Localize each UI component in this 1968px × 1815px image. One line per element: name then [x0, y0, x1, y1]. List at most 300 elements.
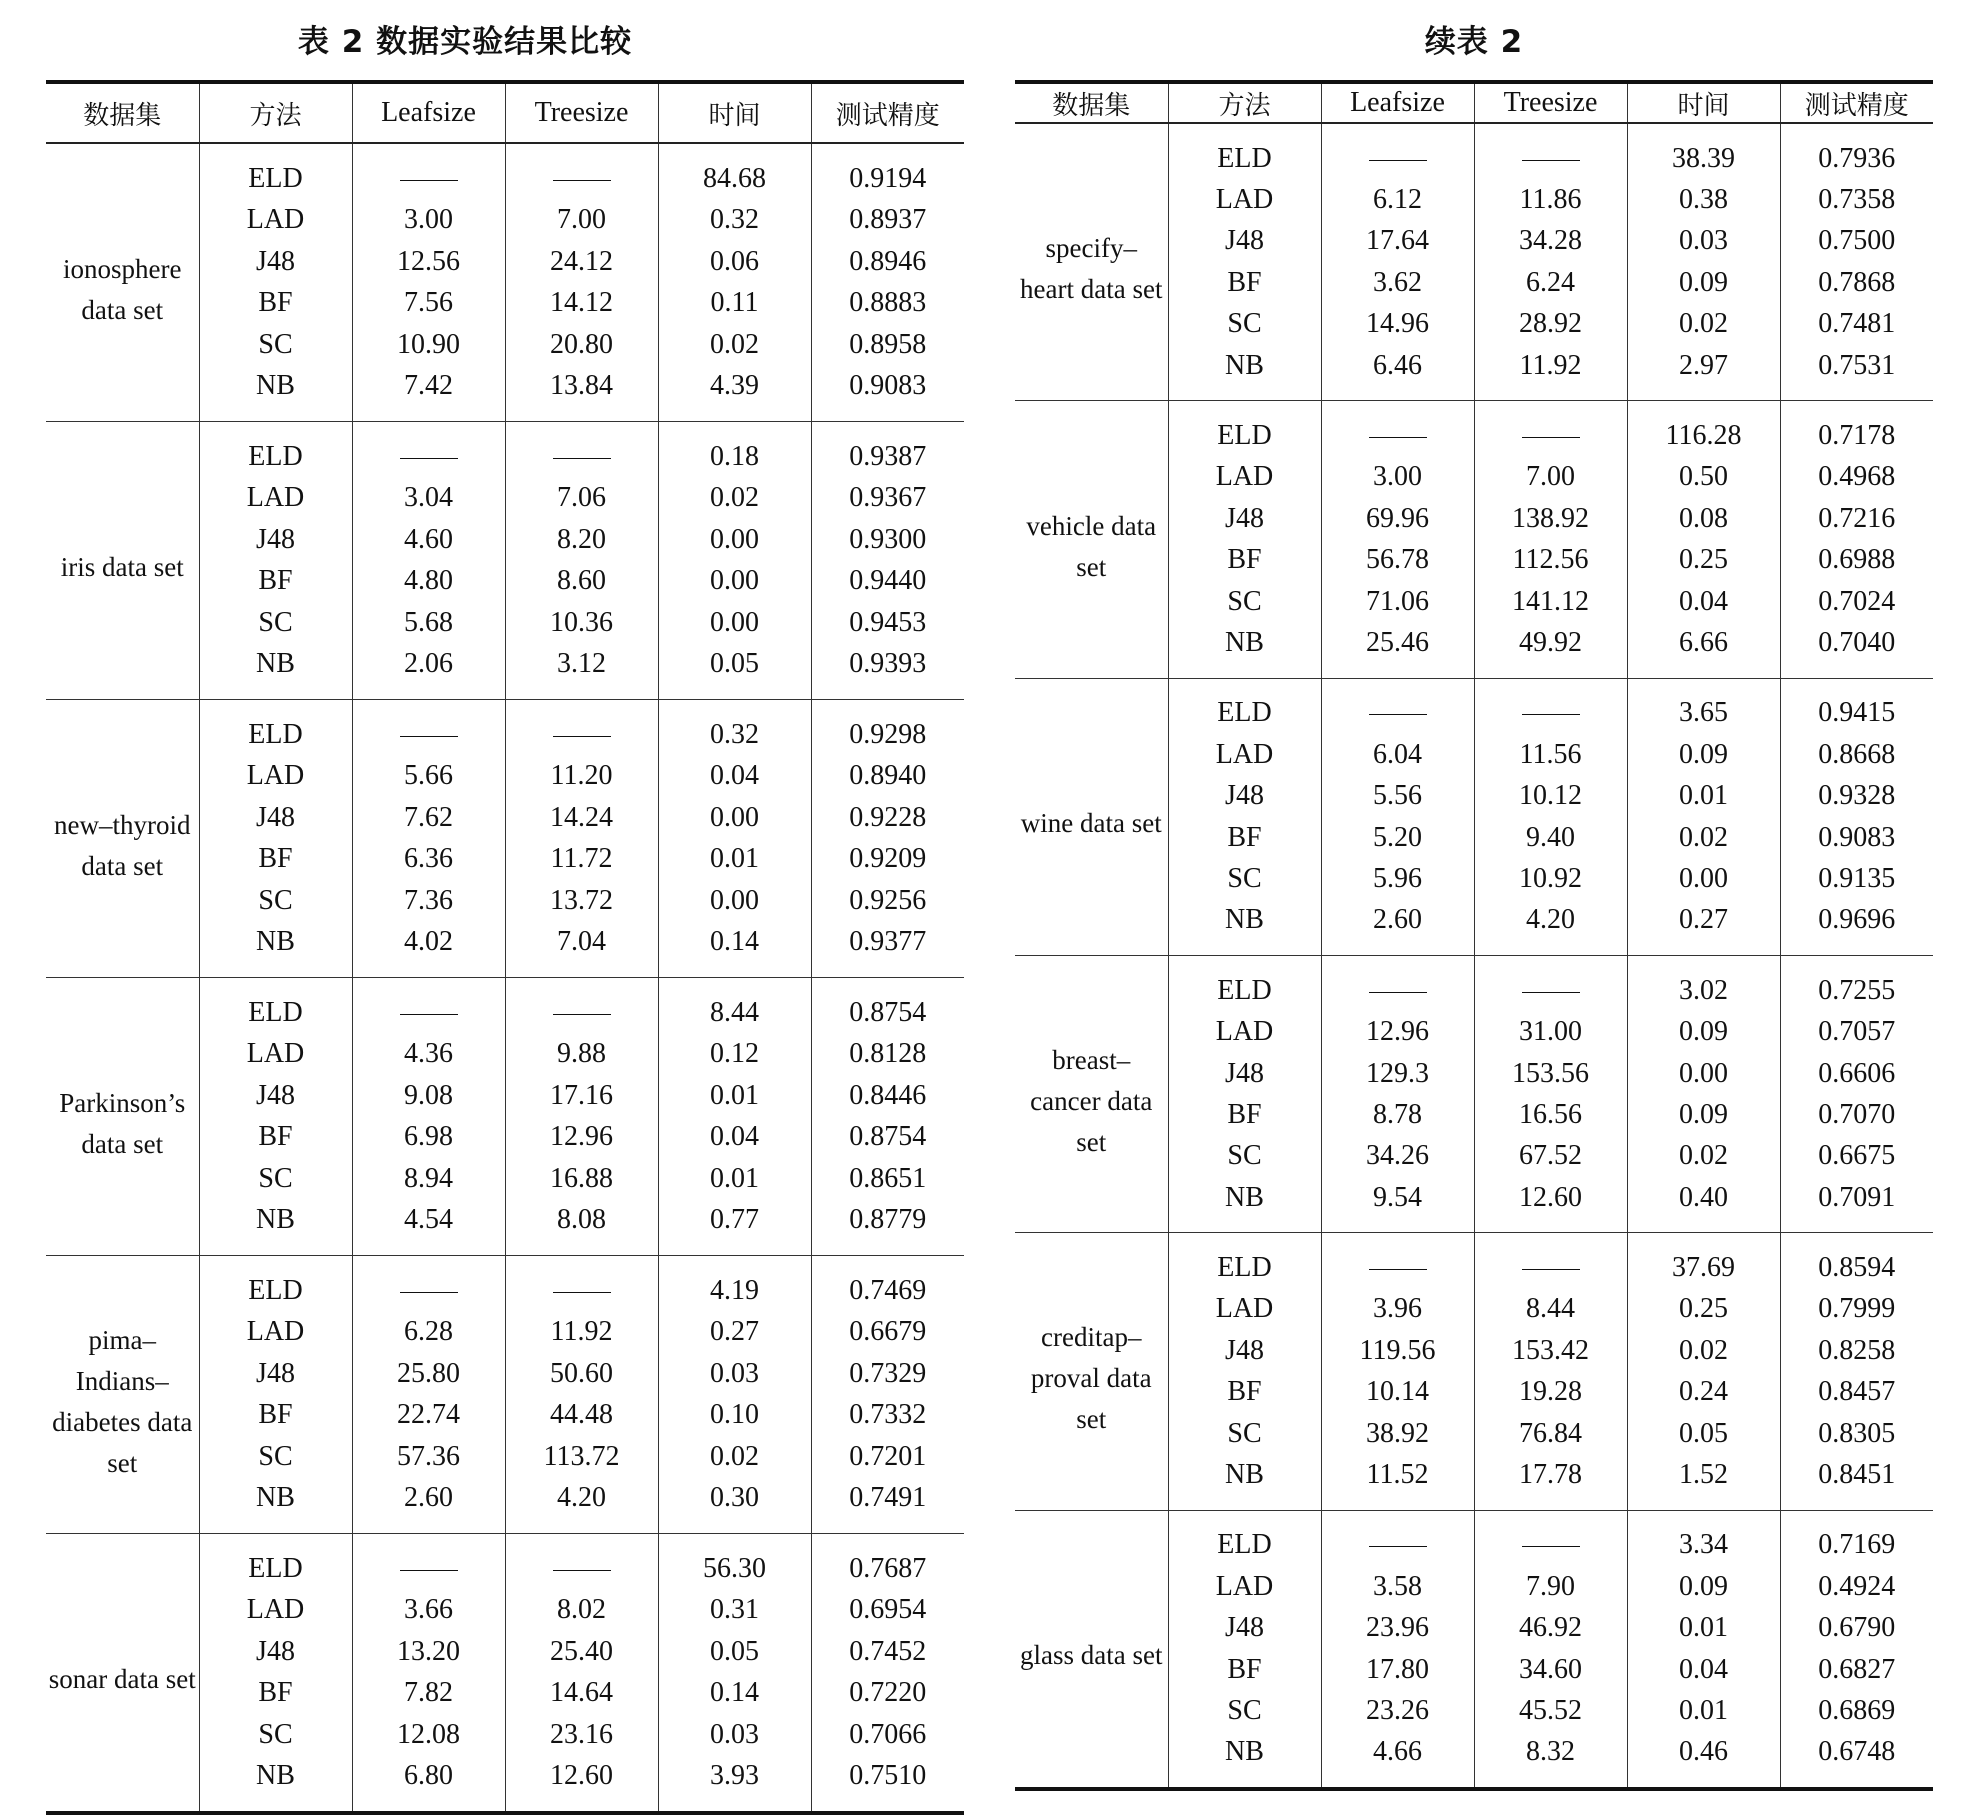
accuracy-cell: 0.8457 [1818, 1376, 1896, 1408]
accuracy-cell: 0.7220 [849, 1677, 927, 1709]
leafsize-cell: 25.46 [1321, 622, 1474, 678]
accuracy-cell: 0.9393 [849, 648, 927, 680]
treesize-cell: 141.12 [1474, 581, 1627, 622]
header-accuracy: 测试精度 [811, 82, 964, 143]
leafsize-cell [1321, 1233, 1474, 1289]
method-cell: ELD [1168, 401, 1321, 457]
accuracy-cell: 0.8883 [849, 287, 927, 319]
leafsize-cell: 5.20 [1321, 817, 1474, 858]
dataset-name-cell: glass data set [1015, 1510, 1168, 1789]
accuracy-cell: 0.7358 [1818, 184, 1896, 216]
dash-placeholder [1522, 160, 1580, 161]
time-cell: 0.01 [1627, 1690, 1780, 1731]
treesize-cell: 153.42 [1474, 1330, 1627, 1371]
accuracy-cell: 0.7057 [1818, 1016, 1896, 1048]
accuracy-cell: 0.6827 [1818, 1653, 1896, 1685]
leafsize-cell [1321, 123, 1474, 179]
method-cell: NB [1168, 1177, 1321, 1233]
dash-placeholder [1522, 1546, 1580, 1547]
dataset-name-cell: creditap– proval data set [1015, 1233, 1168, 1510]
method-cell: LAD [199, 1034, 352, 1076]
treesize-cell: 11.92 [1474, 345, 1627, 401]
table-row [46, 422, 964, 478]
time-cell: 116.28 [1627, 401, 1780, 457]
dash-placeholder [400, 736, 458, 737]
table-row [1015, 1233, 1933, 1289]
dash-placeholder [553, 736, 611, 737]
accuracy-cell: 0.7332 [849, 1399, 927, 1431]
accuracy-cell: 0.7687 [849, 1552, 927, 1584]
accuracy-cell: 0.8258 [1818, 1334, 1896, 1366]
dataset-name-cell: specify– heart data set [1015, 123, 1168, 401]
treesize-cell [505, 422, 658, 478]
leafsize-cell: 9.08 [352, 1075, 505, 1117]
treesize-cell: 153.56 [1474, 1053, 1627, 1094]
method-cell: J48 [1168, 498, 1321, 539]
leafsize-cell: 3.58 [1321, 1566, 1474, 1607]
method-cell: NB [199, 644, 352, 700]
time-cell: 0.14 [658, 922, 811, 978]
leafsize-cell: 9.54 [1321, 1177, 1474, 1233]
treesize-cell: 12.96 [505, 1117, 658, 1159]
dash-placeholder [400, 458, 458, 459]
leafsize-cell: 69.96 [1321, 498, 1474, 539]
dash-placeholder [1369, 437, 1427, 438]
leafsize-cell: 3.00 [352, 200, 505, 242]
accuracy-cell: 0.7452 [849, 1635, 927, 1667]
method-cell: LAD [1168, 457, 1321, 498]
treesize-cell: 7.00 [1474, 457, 1627, 498]
method-cell: BF [1168, 540, 1321, 581]
time-cell: 0.01 [658, 1158, 811, 1200]
method-cell: SC [199, 880, 352, 922]
time-cell: 0.25 [1627, 1289, 1780, 1330]
method-cell: SC [199, 1158, 352, 1200]
treesize-cell: 8.20 [505, 519, 658, 561]
accuracy-cell: 0.6748 [1818, 1736, 1896, 1768]
leafsize-cell: 6.36 [352, 839, 505, 881]
accuracy-cell: 0.8446 [849, 1079, 927, 1111]
left-table-caption: 表 2 数据实验结果比较 [297, 24, 633, 60]
treesize-cell: 7.00 [505, 200, 658, 242]
treesize-cell: 17.78 [1474, 1454, 1627, 1510]
method-cell: BF [199, 839, 352, 881]
method-cell: NB [199, 1478, 352, 1534]
method-cell: SC [199, 324, 352, 366]
time-cell: 0.01 [1627, 1608, 1780, 1649]
leafsize-cell: 4.66 [1321, 1732, 1474, 1789]
accuracy-cell: 0.9387 [849, 440, 927, 472]
table-row [1015, 401, 1933, 457]
method-cell: NB [199, 1756, 352, 1814]
method-cell: SC [199, 1714, 352, 1756]
dash-placeholder [400, 1292, 458, 1293]
time-cell: 0.01 [1627, 775, 1780, 816]
method-cell: LAD [1168, 1011, 1321, 1052]
accuracy-cell: 0.9256 [849, 884, 927, 916]
time-cell: 0.50 [1627, 457, 1780, 498]
time-cell: 0.12 [658, 1034, 811, 1076]
accuracy-cell: 0.8946 [849, 245, 927, 277]
accuracy-cell: 0.9367 [849, 482, 927, 514]
table-row [1015, 1510, 1933, 1566]
dash-placeholder [400, 180, 458, 181]
method-cell: ELD [1168, 956, 1321, 1012]
header-row [1015, 82, 1933, 123]
leafsize-cell: 4.36 [352, 1034, 505, 1076]
accuracy-cell: 0.7040 [1818, 626, 1896, 658]
dash-placeholder [1369, 1269, 1427, 1270]
accuracy-cell: 0.9194 [849, 162, 927, 194]
leafsize-cell [1321, 401, 1474, 457]
header-accuracy: 测试精度 [1780, 82, 1933, 123]
leafsize-cell [1321, 1510, 1474, 1566]
method-cell: SC [199, 602, 352, 644]
time-cell: 0.30 [658, 1478, 811, 1534]
accuracy-cell: 0.8305 [1818, 1417, 1896, 1449]
time-cell: 0.09 [1627, 1094, 1780, 1135]
treesize-cell [1474, 123, 1627, 179]
accuracy-cell: 0.7531 [1818, 349, 1896, 381]
leafsize-cell: 22.74 [352, 1395, 505, 1437]
time-cell: 3.02 [1627, 956, 1780, 1012]
treesize-cell [1474, 401, 1627, 457]
time-cell: 4.19 [658, 1256, 811, 1312]
treesize-cell: 25.40 [505, 1631, 658, 1673]
dash-placeholder [553, 1570, 611, 1571]
method-cell: J48 [199, 1631, 352, 1673]
time-cell: 0.01 [658, 1075, 811, 1117]
leafsize-cell: 2.60 [1321, 900, 1474, 956]
time-cell: 0.02 [658, 478, 811, 520]
leafsize-cell: 8.94 [352, 1158, 505, 1200]
leafsize-cell [352, 422, 505, 478]
accuracy-cell: 0.9298 [849, 718, 927, 750]
time-cell: 0.00 [658, 797, 811, 839]
leafsize-cell: 6.12 [1321, 179, 1474, 220]
treesize-cell: 7.90 [1474, 1566, 1627, 1607]
time-cell: 0.02 [658, 1436, 811, 1478]
leafsize-cell: 11.52 [1321, 1454, 1474, 1510]
method-cell: J48 [199, 241, 352, 283]
header-treesize: Treesize [505, 82, 658, 143]
accuracy-cell: 0.4968 [1818, 461, 1896, 493]
time-cell: 0.32 [658, 700, 811, 756]
dash-placeholder [400, 1014, 458, 1015]
accuracy-cell: 0.8754 [849, 1121, 927, 1153]
time-cell: 4.39 [658, 366, 811, 422]
method-cell: LAD [1168, 734, 1321, 775]
time-cell: 37.69 [1627, 1233, 1780, 1289]
treesize-cell [505, 700, 658, 756]
method-cell: NB [1168, 345, 1321, 401]
time-cell: 0.77 [658, 1200, 811, 1256]
accuracy-cell: 0.7091 [1818, 1181, 1896, 1213]
dataset-name-cell: breast– cancer data set [1015, 956, 1168, 1233]
leafsize-cell: 4.80 [352, 561, 505, 603]
accuracy-cell: 0.9209 [849, 843, 927, 875]
method-cell: J48 [1168, 1608, 1321, 1649]
leafsize-cell: 25.80 [352, 1353, 505, 1395]
time-cell: 0.32 [658, 200, 811, 242]
leafsize-cell: 6.46 [1321, 345, 1474, 401]
time-cell: 0.02 [1627, 1136, 1780, 1177]
dataset-name-cell: iris data set [46, 422, 199, 700]
method-cell: J48 [199, 797, 352, 839]
left-results-table [46, 80, 964, 1815]
method-cell: SC [1168, 581, 1321, 622]
header-row [46, 82, 964, 143]
accuracy-cell: 0.7070 [1818, 1098, 1896, 1130]
accuracy-cell: 0.7500 [1818, 225, 1896, 257]
treesize-cell: 6.24 [1474, 262, 1627, 303]
leafsize-cell: 119.56 [1321, 1330, 1474, 1371]
treesize-cell: 17.16 [505, 1075, 658, 1117]
treesize-cell: 34.28 [1474, 221, 1627, 262]
treesize-cell: 14.12 [505, 283, 658, 325]
dash-placeholder [1369, 714, 1427, 715]
leafsize-cell [1321, 678, 1474, 734]
leafsize-cell: 13.20 [352, 1631, 505, 1673]
accuracy-cell: 0.6869 [1818, 1694, 1896, 1726]
leafsize-cell: 12.08 [352, 1714, 505, 1756]
leafsize-cell: 7.36 [352, 880, 505, 922]
treesize-cell: 13.72 [505, 880, 658, 922]
treesize-cell: 138.92 [1474, 498, 1627, 539]
leafsize-cell: 5.96 [1321, 858, 1474, 899]
method-cell: ELD [1168, 678, 1321, 734]
header-leafsize: Leafsize [352, 82, 505, 143]
treesize-cell: 8.08 [505, 1200, 658, 1256]
leafsize-cell [352, 1534, 505, 1590]
dataset-group [46, 700, 964, 978]
dataset-group [46, 1256, 964, 1534]
method-cell: J48 [199, 1353, 352, 1395]
time-cell: 0.14 [658, 1673, 811, 1715]
leafsize-cell: 14.96 [1321, 304, 1474, 345]
time-cell: 0.25 [1627, 540, 1780, 581]
time-cell: 0.09 [1627, 734, 1780, 775]
treesize-cell: 19.28 [1474, 1372, 1627, 1413]
time-cell: 0.02 [1627, 817, 1780, 858]
method-cell: ELD [199, 978, 352, 1034]
accuracy-cell: 0.7066 [849, 1718, 927, 1750]
treesize-cell: 9.40 [1474, 817, 1627, 858]
method-cell: LAD [1168, 1566, 1321, 1607]
right-results-table [1015, 80, 1933, 1791]
accuracy-cell: 0.9135 [1818, 862, 1896, 894]
leafsize-cell: 56.78 [1321, 540, 1474, 581]
treesize-cell [1474, 1510, 1627, 1566]
leafsize-cell: 6.28 [352, 1312, 505, 1354]
method-cell: SC [1168, 304, 1321, 345]
time-cell: 0.10 [658, 1395, 811, 1437]
dash-placeholder [553, 1014, 611, 1015]
method-cell: LAD [1168, 1289, 1321, 1330]
leafsize-cell: 10.90 [352, 324, 505, 366]
treesize-cell: 13.84 [505, 366, 658, 422]
accuracy-cell: 0.8940 [849, 760, 927, 792]
method-cell: J48 [1168, 221, 1321, 262]
accuracy-cell: 0.7024 [1818, 585, 1896, 617]
treesize-cell [505, 978, 658, 1034]
leafsize-cell: 23.96 [1321, 1608, 1474, 1649]
time-cell: 0.08 [1627, 498, 1780, 539]
method-cell: BF [199, 561, 352, 603]
leafsize-cell: 57.36 [352, 1436, 505, 1478]
treesize-cell: 8.02 [505, 1590, 658, 1632]
treesize-cell [505, 1534, 658, 1590]
accuracy-cell: 0.6954 [849, 1594, 927, 1626]
accuracy-cell: 0.8128 [849, 1038, 927, 1070]
time-cell: 0.18 [658, 422, 811, 478]
treesize-cell [1474, 1233, 1627, 1289]
time-cell: 0.46 [1627, 1732, 1780, 1789]
accuracy-cell: 0.8594 [1818, 1252, 1896, 1284]
accuracy-cell: 0.8779 [849, 1204, 927, 1236]
leafsize-cell: 2.06 [352, 644, 505, 700]
leafsize-cell: 4.60 [352, 519, 505, 561]
method-cell: ELD [199, 1256, 352, 1312]
treesize-cell [1474, 956, 1627, 1012]
treesize-cell: 44.48 [505, 1395, 658, 1437]
treesize-cell: 14.64 [505, 1673, 658, 1715]
treesize-cell: 76.84 [1474, 1413, 1627, 1454]
dataset-name-cell: vehicle data set [1015, 401, 1168, 678]
treesize-cell: 113.72 [505, 1436, 658, 1478]
treesize-cell: 4.20 [505, 1478, 658, 1534]
dataset-group [46, 1534, 964, 1814]
dataset-group [1015, 678, 1933, 955]
time-cell: 0.02 [1627, 1330, 1780, 1371]
time-cell: 0.24 [1627, 1372, 1780, 1413]
treesize-cell: 8.44 [1474, 1289, 1627, 1330]
method-cell: NB [1168, 1454, 1321, 1510]
treesize-cell: 16.56 [1474, 1094, 1627, 1135]
method-cell: NB [1168, 900, 1321, 956]
treesize-cell: 9.88 [505, 1034, 658, 1076]
leafsize-cell: 10.14 [1321, 1372, 1474, 1413]
leafsize-cell: 6.98 [352, 1117, 505, 1159]
leafsize-cell: 12.96 [1321, 1011, 1474, 1052]
time-cell: 1.52 [1627, 1454, 1780, 1510]
leafsize-cell: 6.04 [1321, 734, 1474, 775]
dataset-group [46, 422, 964, 700]
method-cell: BF [1168, 817, 1321, 858]
accuracy-cell: 0.6606 [1818, 1057, 1896, 1089]
right-table-caption: 续表 2 [1424, 24, 1524, 60]
method-cell: BF [1168, 1649, 1321, 1690]
dash-placeholder [1522, 992, 1580, 993]
treesize-cell: 34.60 [1474, 1649, 1627, 1690]
time-cell: 0.00 [658, 561, 811, 603]
accuracy-cell: 0.7999 [1818, 1293, 1896, 1325]
accuracy-cell: 0.7329 [849, 1357, 927, 1389]
leafsize-cell: 34.26 [1321, 1136, 1474, 1177]
dash-placeholder [1369, 992, 1427, 993]
treesize-cell: 28.92 [1474, 304, 1627, 345]
time-cell: 0.31 [658, 1590, 811, 1632]
treesize-cell: 49.92 [1474, 622, 1627, 678]
leafsize-cell: 3.04 [352, 478, 505, 520]
table-row [1015, 956, 1933, 1012]
time-cell: 8.44 [658, 978, 811, 1034]
treesize-cell: 8.60 [505, 561, 658, 603]
dataset-name-cell: Parkinson’s data set [46, 978, 199, 1256]
time-cell: 0.00 [1627, 1053, 1780, 1094]
leafsize-cell: 4.54 [352, 1200, 505, 1256]
header-leafsize: Leafsize [1321, 82, 1474, 123]
accuracy-cell: 0.9377 [849, 926, 927, 958]
method-cell: BF [199, 1673, 352, 1715]
leafsize-cell [352, 978, 505, 1034]
time-cell: 0.05 [658, 644, 811, 700]
treesize-cell: 3.12 [505, 644, 658, 700]
treesize-cell: 11.86 [1474, 179, 1627, 220]
dataset-group [1015, 401, 1933, 678]
accuracy-cell: 0.9440 [849, 565, 927, 597]
accuracy-cell: 0.9083 [849, 370, 927, 402]
dataset-group [1015, 1233, 1933, 1510]
table-row [46, 978, 964, 1034]
accuracy-cell: 0.8651 [849, 1162, 927, 1194]
treesize-cell [505, 143, 658, 200]
method-cell: NB [199, 922, 352, 978]
leafsize-cell: 2.60 [352, 1478, 505, 1534]
accuracy-cell: 0.4924 [1818, 1570, 1896, 1602]
dash-placeholder [553, 180, 611, 181]
time-cell: 6.66 [1627, 622, 1780, 678]
leafsize-cell [352, 143, 505, 200]
time-cell: 0.02 [658, 324, 811, 366]
method-cell: BF [1168, 262, 1321, 303]
header-time: 时间 [1627, 82, 1780, 123]
treesize-cell: 50.60 [505, 1353, 658, 1395]
method-cell: LAD [1168, 179, 1321, 220]
leafsize-cell: 3.96 [1321, 1289, 1474, 1330]
time-cell: 0.27 [1627, 900, 1780, 956]
dataset-name-cell: ionosphere data set [46, 143, 199, 422]
accuracy-cell: 0.8451 [1818, 1459, 1896, 1491]
leafsize-cell [352, 700, 505, 756]
header-time: 时间 [658, 82, 811, 143]
method-cell: NB [1168, 1732, 1321, 1789]
accuracy-cell: 0.7868 [1818, 266, 1896, 298]
accuracy-cell: 0.9083 [1818, 821, 1896, 853]
method-cell: BF [1168, 1094, 1321, 1135]
method-cell: BF [1168, 1372, 1321, 1413]
time-cell: 0.09 [1627, 1566, 1780, 1607]
time-cell: 0.04 [658, 1117, 811, 1159]
treesize-cell: 10.92 [1474, 858, 1627, 899]
accuracy-cell: 0.7216 [1818, 502, 1896, 534]
dataset-group [1015, 123, 1933, 401]
method-cell: LAD [199, 1312, 352, 1354]
time-cell: 0.09 [1627, 262, 1780, 303]
dataset-group [46, 143, 964, 422]
dash-placeholder [1369, 160, 1427, 161]
dash-placeholder [400, 1570, 458, 1571]
time-cell: 0.03 [1627, 221, 1780, 262]
time-cell: 0.03 [658, 1353, 811, 1395]
dash-placeholder [1522, 1269, 1580, 1270]
treesize-cell: 46.92 [1474, 1608, 1627, 1649]
table-row [46, 1256, 964, 1312]
leafsize-cell: 23.26 [1321, 1690, 1474, 1731]
leafsize-cell: 7.42 [352, 366, 505, 422]
method-cell: ELD [1168, 1233, 1321, 1289]
accuracy-cell: 0.8937 [849, 204, 927, 236]
